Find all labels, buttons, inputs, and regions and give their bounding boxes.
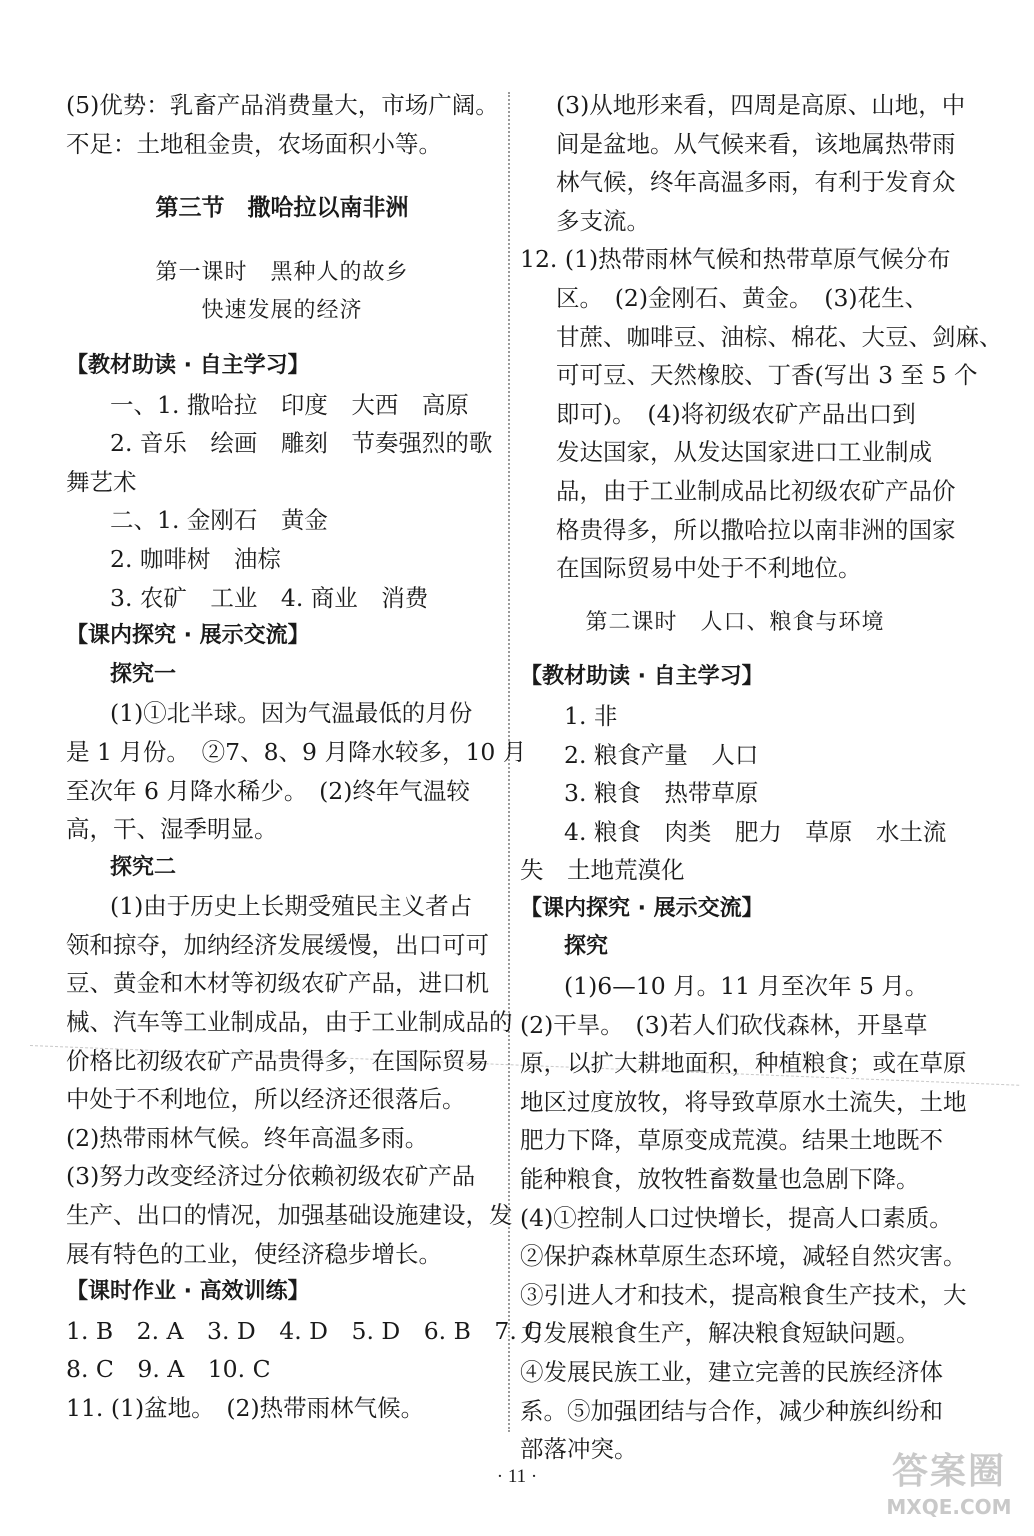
answer-line: 8. C 9. A 10. C <box>66 1355 271 1384</box>
text-line: ②保护森林草原生态环境，减轻自然灾害。 <box>520 1242 967 1271</box>
text-line: 林气候，终年高温多雨，有利于发育众 <box>556 168 956 197</box>
text-line: 原，以扩大耕地面积，种植粮食；或在草原 <box>520 1049 967 1078</box>
text-line: 力发展粮食生产，解决粮食短缺问题。 <box>520 1319 920 1348</box>
text-line: 领和掠夺，加纳经济发展缓慢，出口可可 <box>66 930 489 959</box>
text-line: 3. 农矿 工业 4. 商业 消费 <box>110 583 429 612</box>
watermark-text: 答案圈 <box>891 1451 1006 1492</box>
section-heading: 【课内探究 · 展示交流】 <box>520 895 764 921</box>
text-line: 品，由于工业制成品比初级农矿产品价 <box>556 476 956 505</box>
lesson-title: 第一课时 黑种人的故乡 <box>155 259 409 285</box>
text-line: 中处于不利地位，所以经济还很落后。 <box>66 1085 466 1114</box>
text-line: 3. 粮食 热带草原 <box>564 779 759 808</box>
section-heading: 【课内探究 · 展示交流】 <box>66 623 310 649</box>
text-line: (4)①控制人口过快增长，提高人口素质。 <box>520 1203 953 1232</box>
watermark-url: MXQE.COM <box>886 1495 1012 1519</box>
text-line: 可可豆、天然橡胶、丁香(写出 3 至 5 个 <box>556 361 978 390</box>
text-line: 是 1 月份。 ②7、8、9 月降水较多，10 月 <box>66 737 527 766</box>
text-line: 至次年 6 月降水稀少。 (2)终年气温较 <box>66 776 470 805</box>
watermark-logo <box>874 1450 1024 1530</box>
text-line: 部落冲突。 <box>520 1435 638 1464</box>
text-line: 发达国家，从发达国家进口工业制成 <box>556 438 932 467</box>
text-line: 能种粮食，放牧牲畜数量也急剧下降。 <box>520 1165 920 1194</box>
text-line: 在国际贸易中处于不利地位。 <box>556 554 862 583</box>
text-line: 高，干、湿季明显。 <box>66 815 278 844</box>
answer-line: 11. (1)盆地。 (2)热带雨林气候。 <box>66 1394 425 1422</box>
explore-title: 探究一 <box>110 661 177 687</box>
text-line: 甘蔗、咖啡豆、油棕、棉花、大豆、剑麻、 <box>556 322 1003 351</box>
text-line: 价格比初级农矿产品贵得多，在国际贸易 <box>66 1046 489 1075</box>
text-line: 格贵得多，所以撒哈拉以南非洲的国家 <box>556 515 956 544</box>
right-column <box>520 86 1003 1469</box>
text-line: 不足：土地租金贵，农场面积小等。 <box>66 129 442 158</box>
section-heading: 【教材助读 · 自主学习】 <box>520 664 764 690</box>
section-heading: 【课时作业 · 高效训练】 <box>66 1279 310 1305</box>
text-line: (1)①北半球。因为气温最低的月份 <box>110 699 473 728</box>
text-line: (2)干旱。 (3)若人们砍伐森林，开垦草 <box>520 1010 928 1039</box>
text-line: (3)努力改变经济过分依赖初级农矿产品 <box>66 1162 476 1191</box>
text-line: ③引进人才和技术，提高粮食生产技术，大 <box>520 1280 967 1309</box>
text-line: 地区过度放牧，将导致草原水土流失，土地 <box>520 1087 967 1116</box>
text-line: 生产、出口的情况，加强基础设施建设，发 <box>66 1201 513 1230</box>
text-line: 2. 粮食产量 人口 <box>564 740 759 769</box>
text-line: 一、1. 撒哈拉 印度 大西 高原 <box>110 390 469 419</box>
text-line: 区。 (2)金刚石、黄金。 (3)花生、 <box>556 283 929 312</box>
text-line: 即可)。 (4)将初级农矿产品出口到 <box>556 399 916 428</box>
text-line: ④发展民族工业，建立完善的民族经济体 <box>520 1358 943 1386</box>
text-line: 2. 咖啡树 油棕 <box>110 544 281 573</box>
left-column <box>66 86 543 1428</box>
text-line: (5)优势：乳畜产品消费量大，市场广阔。 <box>66 91 499 119</box>
text-line: 多支流。 <box>556 206 650 235</box>
text-line: 1. 非 <box>564 701 618 730</box>
explore-title: 探究 <box>564 934 609 960</box>
text-line: (3)从地形来看，四周是高原、山地，中 <box>556 91 966 119</box>
text-line: 舞艺术 <box>66 467 137 496</box>
text-line: 失 土地荒漠化 <box>520 856 685 885</box>
lesson-title: 第二课时 人口、粮食与环境 <box>585 609 885 635</box>
answer-line: 1. B 2. A 3. D 4. D 5. D 6. B 7. C <box>66 1316 543 1345</box>
text-line: 4. 粮食 肉类 肥力 草原 水土流 <box>564 817 947 846</box>
lesson-subtitle: 快速发展的经济 <box>201 298 363 324</box>
page-number: · 11 · <box>496 1466 538 1487</box>
text-line: 肥力下降，草原变成荒漠。结果土地既不 <box>520 1126 943 1155</box>
section-heading: 【教材助读 · 自主学习】 <box>66 352 310 378</box>
text-line: 二、1. 金刚石 黄金 <box>110 506 328 535</box>
text-line: 械、汽车等工业制成品，由于工业制成品的 <box>66 1008 513 1037</box>
text-line: (2)热带雨林气候。终年高温多雨。 <box>66 1123 429 1152</box>
text-line: 系。⑤加强团结与合作，减少种族纠纷和 <box>520 1396 943 1425</box>
text-line: 2. 音乐 绘画 雕刻 节奏强烈的歌 <box>110 429 493 458</box>
section-title: 第三节 撒哈拉以南非洲 <box>155 195 409 222</box>
explore-title: 探究二 <box>110 854 177 880</box>
text-line: 12. (1)热带雨林气候和热带草原气候分布 <box>520 245 951 274</box>
text-line: (1)由于历史上长期受殖民主义者占 <box>110 892 473 921</box>
text-line: 间是盆地。从气候来看，该地属热带雨 <box>556 129 956 158</box>
text-line: (1)6—10 月。11 月至次年 5 月。 <box>564 972 929 1001</box>
text-line: 豆、黄金和木材等初级农矿产品，进口机 <box>66 969 489 998</box>
text-line: 展有特色的工业，使经济稳步增长。 <box>66 1239 442 1268</box>
